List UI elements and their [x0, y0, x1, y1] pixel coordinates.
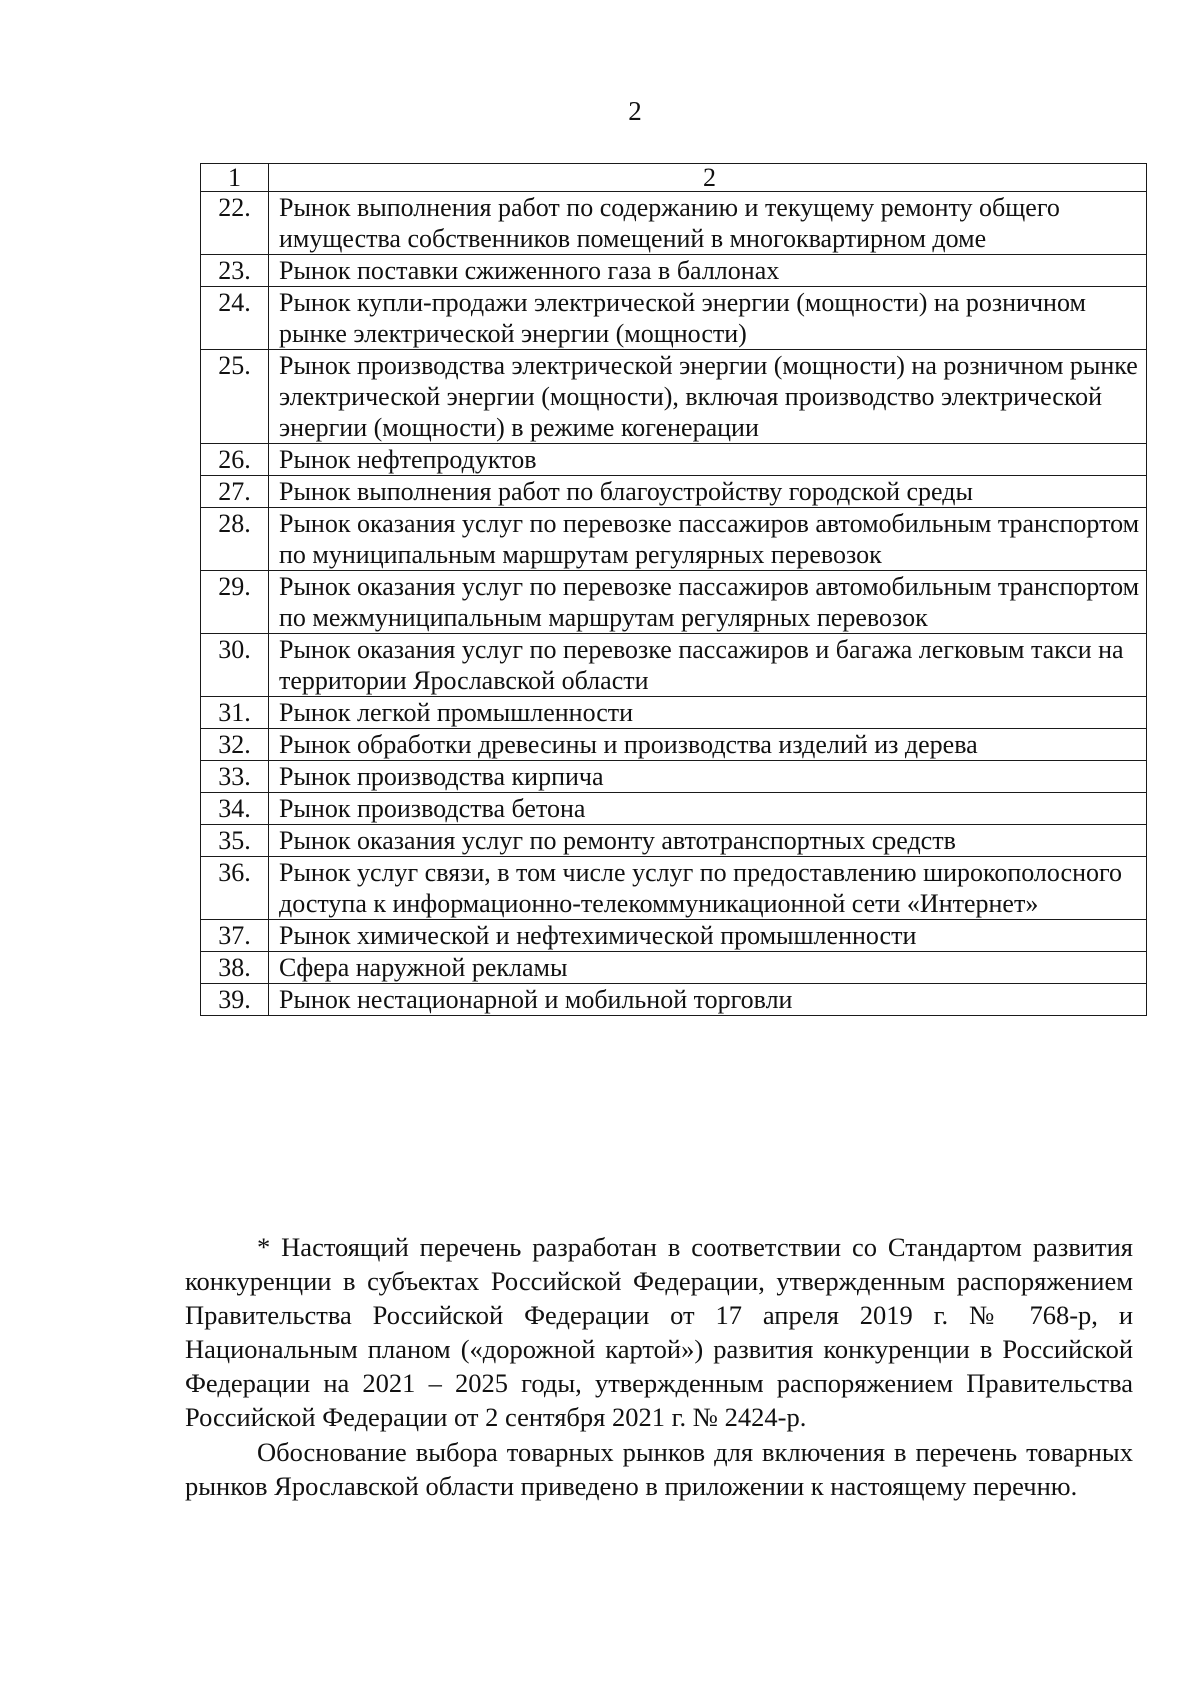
row-number: 28. — [201, 508, 269, 571]
table-row — [201, 793, 1147, 825]
table-row — [201, 476, 1147, 508]
row-number: 33. — [201, 761, 269, 793]
row-number: 32. — [201, 729, 269, 761]
row-number: 27. — [201, 476, 269, 508]
table-row — [201, 697, 1147, 729]
market-name: Рынок нестационарной и мобильной торговли — [269, 984, 1147, 1016]
market-name: Рынок легкой промышленности — [269, 697, 1147, 729]
market-name: Рынок химической и нефтехимической промышленности — [269, 920, 1147, 952]
row-number: 34. — [201, 793, 269, 825]
table-header-row — [201, 164, 1147, 192]
column-header-number: 1 — [201, 164, 269, 192]
market-name: Рынок нефтепродуктов — [269, 444, 1147, 476]
row-number: 30. — [201, 634, 269, 697]
market-name: Рынок производства бетона — [269, 793, 1147, 825]
row-number: 29. — [201, 571, 269, 634]
row-number: 38. — [201, 952, 269, 984]
table-row — [201, 287, 1147, 350]
row-number: 22. — [201, 192, 269, 255]
market-name: Рынок оказания услуг по перевозке пассажиров автомобильным транспортом по межмуниципальным маршрутам регулярных перевозок — [269, 571, 1147, 634]
markets-table — [200, 163, 1147, 1016]
row-number: 37. — [201, 920, 269, 952]
row-number: 35. — [201, 825, 269, 857]
table-row — [201, 920, 1147, 952]
table-row — [201, 444, 1147, 476]
table-row — [201, 857, 1147, 920]
table-row — [201, 192, 1147, 255]
table-row — [201, 984, 1147, 1016]
market-name: Рынок выполнения работ по содержанию и текущему ремонту общего имущества собственников помещений в многоквартирном доме — [269, 192, 1147, 255]
market-name: Рынок производства кирпича — [269, 761, 1147, 793]
market-name: Рынок выполнения работ по благоустройству городской среды — [269, 476, 1147, 508]
market-name: Рынок купли-продажи электрической энергии (мощности) на розничном рынке электрической энергии (мощности) — [269, 287, 1147, 350]
market-name: Рынок производства электрической энергии (мощности) на розничном рынке электрической энергии (мощности), включая производство электрической энергии (мощности) в режиме когенерации — [269, 350, 1147, 444]
row-number: 26. — [201, 444, 269, 476]
table-row — [201, 571, 1147, 634]
table-row — [201, 350, 1147, 444]
row-number: 36. — [201, 857, 269, 920]
table-row — [201, 952, 1147, 984]
footnote-paragraph: * Настоящий перечень разработан в соответствии со Стандартом развития конкуренции в субъектах Российской Федерации, утвержденным распоряжением Правительства Российской Федерации от 17 апреля 2019 г. № 768-р, и Национальным планом («дорожной картой») развития конкуренции в Российской Федерации на 2021 – 2025 годы, утвержденным распоряжением Правительства Российской Федерации от 2 сентября 2021 г. № 2424-р. — [185, 1232, 1133, 1432]
column-header-name: 2 — [269, 164, 1147, 192]
market-name: Рынок обработки древесины и производства изделий из дерева — [269, 729, 1147, 761]
market-name: Рынок оказания услуг по перевозке пассажиров и багажа легковым такси на территории Ярославской области — [269, 634, 1147, 697]
row-number: 23. — [201, 255, 269, 287]
justification-paragraph: Обоснование выбора товарных рынков для включения в перечень товарных рынков Ярославской области приведено в приложении к настоящему перечню. — [185, 1437, 1133, 1501]
market-name: Рынок оказания услуг по ремонту автотранспортных средств — [269, 825, 1147, 857]
row-number: 31. — [201, 697, 269, 729]
row-number: 25. — [201, 350, 269, 444]
page-number: 2 — [628, 96, 642, 126]
market-name: Рынок поставки сжиженного газа в баллонах — [269, 255, 1147, 287]
table-row — [201, 729, 1147, 761]
notes-section — [185, 1230, 1133, 1503]
row-number: 24. — [201, 287, 269, 350]
market-name: Рынок услуг связи, в том числе услуг по предоставлению широкополосного доступа к информационно-телекоммуникационной сети «Интернет» — [269, 857, 1147, 920]
table-row — [201, 634, 1147, 697]
table-row — [201, 255, 1147, 287]
table-row — [201, 508, 1147, 571]
market-name: Сфера наружной рекламы — [269, 952, 1147, 984]
table-row — [201, 825, 1147, 857]
market-name: Рынок оказания услуг по перевозке пассажиров автомобильным транспортом по муниципальным маршрутам регулярных перевозок — [269, 508, 1147, 571]
table-row — [201, 761, 1147, 793]
row-number: 39. — [201, 984, 269, 1016]
